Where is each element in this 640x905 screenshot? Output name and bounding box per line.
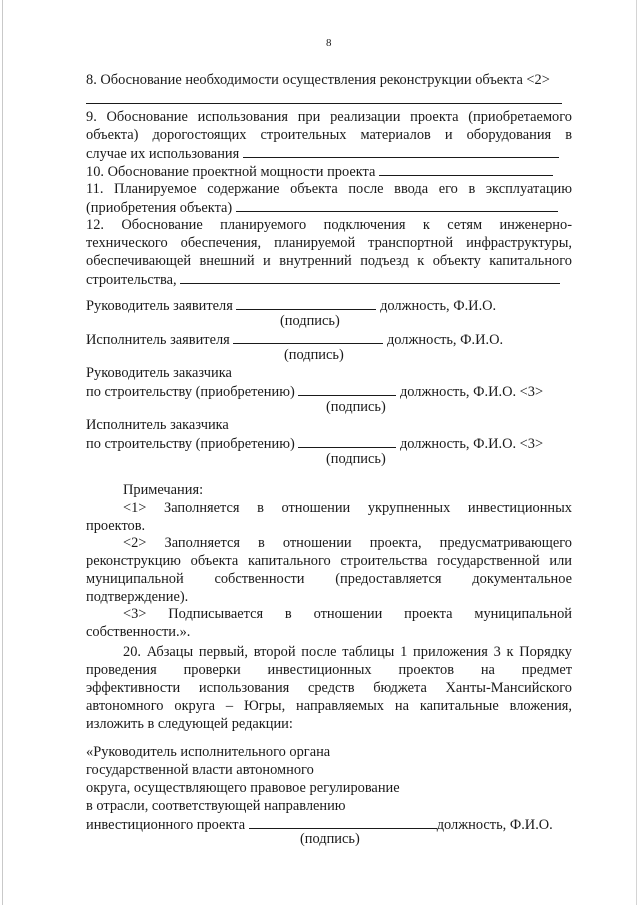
note-1-line-2: проектов.: [86, 518, 146, 534]
fill-line: [86, 103, 562, 104]
scan-edge-right: [636, 0, 637, 905]
item-12-line-1: 12. Обоснование планируемого подключения к сетям инженерно-: [86, 217, 572, 233]
applicant-exec-signature: Исполнитель заявителя должность, Ф.И.О.: [86, 332, 504, 348]
item-11-line-1: 11. Планируемое содержание объекта после ввода его в эксплуатацию: [86, 181, 572, 197]
customer-exec-signature: по строительству (приобретению) должность, Ф.И.О. <3>: [86, 436, 544, 452]
signature-line: [298, 382, 396, 396]
quote-line-4: в отрасли, соответствующей направлению: [86, 798, 346, 814]
signature-caption: (подпись): [326, 399, 386, 415]
quote-line-2: государственной власти автономного: [86, 762, 314, 778]
quote-line-3: округа, осуществляющего правовое регулирование: [86, 780, 400, 796]
note-3-line-2: собственности.».: [86, 624, 191, 640]
note-3-line-1: <3> Подписывается в отношении проекта муниципальной: [123, 606, 572, 622]
signature-line: [233, 330, 383, 344]
signature-line: [249, 815, 437, 829]
note-1-line-1: <1> Заполняется в отношении укрупненных инвестиционных: [123, 500, 572, 516]
signature-caption: (подпись): [284, 347, 344, 363]
signature-line: [236, 296, 376, 310]
item-11-line-2: (приобретения объекта): [86, 198, 558, 217]
para-20-line-3: эффективности использования средств бюджета Ханты-Мансийского: [86, 680, 572, 696]
fill-line: [180, 270, 560, 284]
applicant-head-signature: Руководитель заявителя должность, Ф.И.О.: [86, 298, 497, 314]
note-2-line-3: муниципальной собственности (предоставляется документальное: [86, 571, 572, 587]
quote-line-1: «Руководитель исполнительного органа: [86, 744, 331, 760]
item-9-line-3: случае их использования: [86, 144, 559, 163]
item-9-line-2: объекта) дорогостоящих строительных материалов и оборудования в: [86, 127, 572, 143]
fill-line: [379, 162, 553, 176]
item-9-line-1: 9. Обоснование использования при реализации проекта (приобретаемого: [86, 109, 572, 125]
note-2-line-1: <2> Заполняется в отношении проекта, предусматривающего: [123, 535, 572, 551]
para-20-line-4: автономного округа – Югры, направляемых на капитальные вложения,: [86, 698, 572, 714]
note-2-line-2: реконструкцию объекта капитального строительства государственной или: [86, 553, 572, 569]
scan-edge-left: [2, 0, 3, 905]
signature-caption: (подпись): [300, 831, 360, 847]
notes-heading: Примечания:: [123, 482, 204, 498]
fill-line: [236, 198, 558, 212]
item-12-line-4: строительства,: [86, 270, 560, 289]
signature-caption: (подпись): [280, 313, 340, 329]
signature-line: [298, 434, 396, 448]
para-20-line-2: проведения проверки инвестиционных проектов на предмет: [86, 662, 572, 678]
quote-signature: инвестиционного проекта должность, Ф.И.О.: [86, 817, 553, 833]
fill-line: [243, 144, 559, 158]
page-number: 8: [326, 37, 332, 49]
para-20-line-1: 20. Абзацы первый, второй после таблицы 1 приложения 3 к Порядку: [123, 644, 572, 660]
item-8: 8. Обоснование необходимости осуществления реконструкции объекта <2>: [86, 72, 550, 88]
customer-head-line-1: Руководитель заказчика: [86, 365, 232, 381]
item-12-line-3: обеспечивающей внешний и внутренний подъезд к объекту капитального: [86, 253, 572, 269]
para-20-line-5: изложить в следующей редакции:: [86, 716, 293, 732]
item-12-line-2: технического обеспечения, планируемой транспортной инфраструктуры,: [86, 235, 572, 251]
signature-caption: (подпись): [326, 451, 386, 467]
customer-exec-line-1: Исполнитель заказчика: [86, 417, 229, 433]
item-10: 10. Обоснование проектной мощности проекта: [86, 162, 553, 181]
note-2-line-4: подтверждение).: [86, 589, 189, 605]
customer-head-signature: по строительству (приобретению) должность, Ф.И.О. <3>: [86, 384, 544, 400]
